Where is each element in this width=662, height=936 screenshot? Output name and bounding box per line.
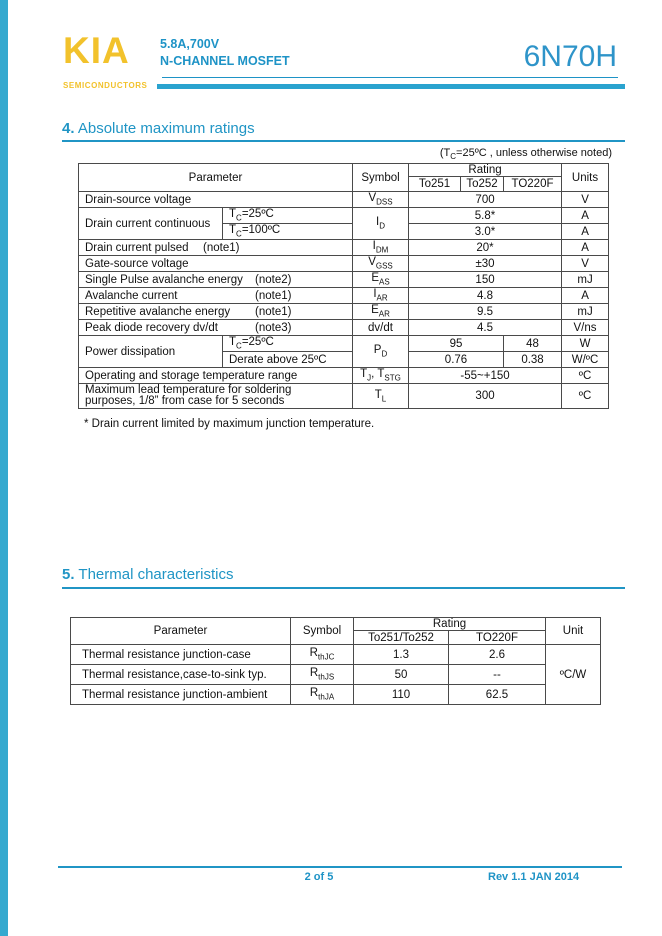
param-note: (note1) [255,305,292,318]
brand-logo: KIA [63,30,130,71]
col-header-to220f: TO220F [449,631,546,645]
footer-revision: Rev 1.1 JAN 2014 [488,871,580,883]
condition-cell: Derate above 25ºC [223,352,353,368]
rating-cell: 48 [504,336,562,352]
col-header-to252: To252 [461,177,504,192]
section5-number: 5. [62,566,75,583]
rating-cell: 3.0* [409,224,562,240]
unit-cell: W [562,336,609,352]
section4-rule [62,140,625,142]
rating-cell: -55~+150 [409,368,562,384]
unit-cell: V [562,256,609,272]
section4-number: 4. [62,120,75,137]
rating-cell: 110 [354,685,449,705]
footer-page-number: 2 of 5 [304,871,334,883]
rating-cell: 20* [409,240,562,256]
col-header-rating: Rating [354,618,546,631]
page-edge-accent-bar [0,0,8,936]
param-cell: Drain current continuous [79,208,223,240]
param-cell: Thermal resistance junction-ambient [71,685,291,705]
col-header-parameter: Parameter [71,618,291,645]
absolute-maximum-ratings-table [78,163,609,409]
thermal-characteristics-table [70,617,601,705]
unit-cell: A [562,288,609,304]
unit-cell: V [562,192,609,208]
col-header-symbol: Symbol [291,618,354,645]
rating-cell: 0.76 [409,352,504,368]
param-cell [79,240,353,256]
param-label: Single Pulse avalanche energy [85,273,243,286]
table-row [79,208,609,224]
col-header-unit: Unit [546,618,601,645]
rating-cell: 9.5 [409,304,562,320]
unit-cell: mJ [562,304,609,320]
param-cell: Maximum lead temperature for soldering purposes, 1/8” from case for 5 seconds [79,384,353,409]
rating-cell: 700 [409,192,562,208]
unit-cell: mJ [562,272,609,288]
rating-cell: 2.6 [449,645,546,665]
test-condition-note: ($T_C=25ºC$ , unless otherwise noted) [439,147,612,162]
symbol-cell: $V_{DSS}$ [353,192,409,208]
param-cell: Operating and storage temperature range [79,368,353,384]
param-note: (note3) [255,321,292,334]
symbol-cell: $E_{AR}$ [353,304,409,320]
param-cell [79,288,353,304]
section5-title: Thermal characteristics [74,566,234,583]
col-header-rating: Rating [409,164,562,177]
col-header-symbol: Symbol [353,164,409,192]
param-cell [79,320,353,336]
rating-cell: 62.5 [449,685,546,705]
unit-cell: ºC/W [546,645,601,705]
device-rating-line: 5.8A,700V [160,37,220,51]
table-row [79,256,609,272]
table-row [79,384,609,409]
param-cell: Thermal resistance,case-to-sink typ. [71,665,291,685]
col-header-units: Units [562,164,609,192]
unit-cell: ºC [562,384,609,409]
symbol-cell: $I_D$ [353,208,409,240]
param-cell [79,304,353,320]
rating-cell: 50 [354,665,449,685]
section5-heading [62,566,233,584]
symbol-cell: $R_{thJC}$ [291,645,354,665]
table-row [71,645,601,665]
rating-cell: -- [449,665,546,685]
condition-cell: $T_C=100ºC$ [223,224,353,240]
header-rule-thick [157,84,625,89]
table-row [79,288,609,304]
unit-cell: A [562,240,609,256]
param-cell: Power dissipation [79,336,223,368]
symbol-cell: $T_L$ [353,384,409,409]
param-cell: Gate-source voltage [79,256,353,272]
rating-cell: 0.38 [504,352,562,368]
symbol-cell: $R_{thJA}$ [291,685,354,705]
rating-cell: 95 [409,336,504,352]
unit-cell: V/ns [562,320,609,336]
col-header-to251-to252: To251/To252 [354,631,449,645]
device-summary [160,36,290,70]
param-label: Peak diode recovery dv/dt [85,321,218,334]
table-row [71,685,601,705]
brand-logo-subtext: SEMICONDUCTORS [63,81,148,90]
param-cell [79,272,353,288]
symbol-cell: $R_{thJS}$ [291,665,354,685]
unit-cell: A [562,224,609,240]
table-row [71,665,601,685]
rating-cell: 150 [409,272,562,288]
unit-cell: W/ºC [562,352,609,368]
param-cell: Drain-source voltage [79,192,353,208]
section5-rule [62,587,625,589]
drain-current-footnote: * Drain current limited by maximum junction temperature. [84,418,375,430]
symbol-cell: $I_{AR}$ [353,288,409,304]
param-cell: Thermal resistance junction-case [71,645,291,665]
symbol-cell: $I_{DM}$ [353,240,409,256]
table-row [79,304,609,320]
param-note: (note2) [255,273,292,286]
rating-cell: 5.8* [409,208,562,224]
table-row [79,336,609,352]
param-label: Drain current pulsed [85,241,189,254]
symbol-cell: $E_{AS}$ [353,272,409,288]
table-row [79,368,609,384]
section4-title: Absolute maximum ratings [74,120,255,137]
symbol-cell: $V_{GSS}$ [353,256,409,272]
rating-cell: 300 [409,384,562,409]
rating-cell: 4.8 [409,288,562,304]
condition-cell: $T_C=25ºC$ [223,208,353,224]
footer-rule [58,866,622,868]
symbol-cell: $P_D$ [353,336,409,368]
table-row [79,272,609,288]
device-type-line: N-CHANNEL MOSFET [160,54,290,68]
unit-cell: A [562,208,609,224]
part-number: 6N70H [523,40,617,73]
table-row [79,192,609,208]
symbol-cell: dv/dt [353,320,409,336]
col-header-to220f: TO220F [504,177,562,192]
table-row [79,240,609,256]
table-header-row [71,618,601,631]
symbol-cell: $T_J$, $T_{STG}$ [353,368,409,384]
rating-cell: ±30 [409,256,562,272]
param-note: (note1) [255,289,292,302]
param-label: Repetitive avalanche energy [85,305,231,318]
param-note: (note1) [203,241,240,254]
col-header-parameter: Parameter [79,164,353,192]
condition-cell: $T_C=25ºC$ [223,336,353,352]
rating-cell: 4.5 [409,320,562,336]
col-header-to251: To251 [409,177,461,192]
unit-cell: ºC [562,368,609,384]
table-row [79,320,609,336]
section4-heading [62,120,255,138]
header-rule-thin [162,77,618,78]
table-header-row [79,164,609,177]
param-label: Avalanche current [85,289,178,302]
rating-cell: 1.3 [354,645,449,665]
